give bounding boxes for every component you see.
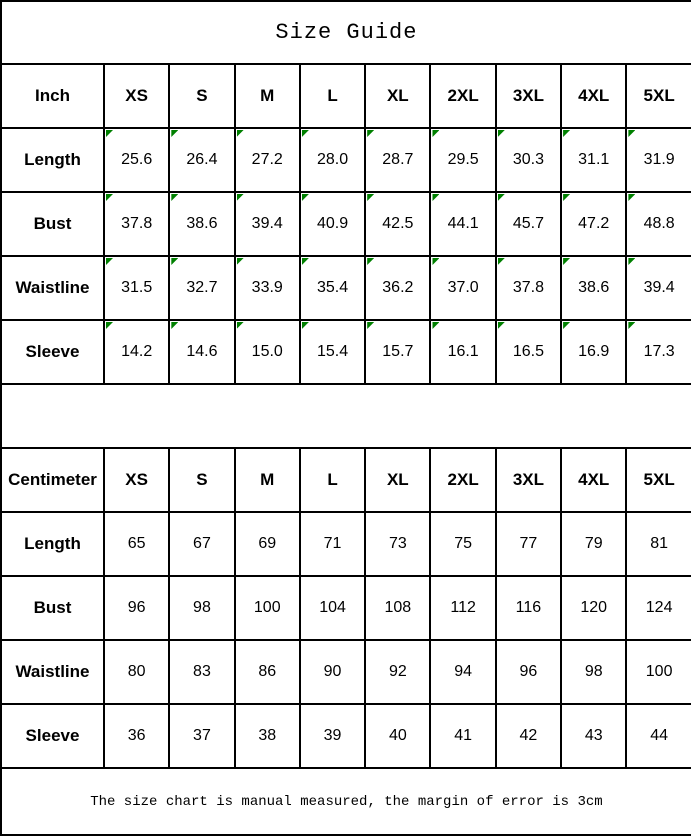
footer-row [1,768,691,835]
comment-marker-icon [498,130,505,137]
measurement-cell [300,192,365,256]
measurement-value: 31.1 [578,151,610,168]
measurement-cell [365,320,430,384]
measurement-cell [104,192,169,256]
size-column-header: XS [104,64,169,128]
measurement-cell [561,128,626,192]
measurement-value: 69 [258,535,277,552]
inch-table-section [1,64,691,384]
measurement-value: 124 [645,599,673,616]
comment-marker-icon [171,322,178,329]
inch_table-header-row [1,64,691,128]
inch_table-data-row [1,192,691,256]
comment-marker-icon [106,130,113,137]
measurement-value: 40 [388,727,407,744]
centimeter-table-section [1,448,691,768]
comment-marker-icon [498,258,505,265]
measurement-value: 39.4 [643,279,675,296]
measurement-value: 16.9 [578,343,610,360]
measurement-cell [365,704,430,768]
measurement-value: 14.2 [121,343,153,360]
measurement-cell [169,512,234,576]
measurement-cell [496,576,561,640]
size-column-header: L [300,448,365,512]
measurement-cell [365,640,430,704]
size-column-header: M [235,448,300,512]
measurement-row-label: Waistline [1,640,104,704]
measurement-value: 112 [450,599,476,616]
measurement-cell [300,512,365,576]
measurement-cell [626,128,691,192]
measurement-value: 29.5 [447,151,479,168]
inch_table-data-row [1,128,691,192]
measurement-cell [169,320,234,384]
measurement-value: 42 [519,727,538,744]
size-column-header: S [169,64,234,128]
measurement-cell [496,128,561,192]
measurement-cell [561,192,626,256]
measurement-value: 36 [127,727,146,744]
measurement-cell [496,640,561,704]
size-column-header: XL [365,64,430,128]
measurement-cell [626,512,691,576]
measurement-cell [235,256,300,320]
measurement-value: 120 [580,599,608,616]
comment-marker-icon [432,322,439,329]
measurement-cell [430,128,495,192]
comment-marker-icon [432,194,439,201]
size-column-header: S [169,448,234,512]
comment-marker-icon [367,130,374,137]
size-column-header: XS [104,448,169,512]
measurement-cell [430,576,495,640]
measurement-value: 38 [258,727,277,744]
comment-marker-icon [237,258,244,265]
measurement-cell [104,704,169,768]
comment-marker-icon [563,194,570,201]
measurement-cell [300,320,365,384]
comment-marker-icon [171,258,178,265]
measurement-value: 16.1 [447,343,479,360]
measurement-cell [235,576,300,640]
measurement-value: 80 [127,663,146,680]
measurement-cell [626,576,691,640]
comment-marker-icon [106,258,113,265]
measurement-row-label: Bust [1,576,104,640]
size-column-header: 5XL [626,448,691,512]
comment-marker-icon [498,194,505,201]
measurement-value: 48.8 [643,215,675,232]
measurement-value: 104 [319,599,346,616]
measurement-value: 71 [323,535,342,552]
measurement-cell [365,128,430,192]
measurement-value: 79 [584,535,603,552]
measurement-cell [104,320,169,384]
measurement-cell [169,576,234,640]
measurement-value: 25.6 [121,151,153,168]
measurement-cell [300,128,365,192]
measurement-cell [365,576,430,640]
measurement-value: 92 [388,663,407,680]
measurement-value: 73 [388,535,407,552]
inch_table-unit-label: Inch [1,64,104,128]
measurement-value: 67 [193,535,211,552]
measurement-cell [235,704,300,768]
comment-marker-icon [367,194,374,201]
comment-marker-icon [628,322,635,329]
measurement-value: 40.9 [316,215,349,232]
measurement-value: 39.4 [251,215,283,232]
measurement-cell [430,640,495,704]
size-column-header: 4XL [561,64,626,128]
comment-marker-icon [498,322,505,329]
measurement-cell [235,512,300,576]
measurement-cell [496,256,561,320]
page-title: Size Guide [1,1,691,64]
measurement-cell [561,256,626,320]
measurement-value: 116 [515,599,542,616]
measurement-cell [365,256,430,320]
measurement-value: 44 [650,727,669,744]
measurement-cell [169,128,234,192]
comment-marker-icon [302,258,309,265]
measurement-cell [104,576,169,640]
measurement-value: 83 [193,663,211,680]
measurement-value: 47.2 [578,215,610,232]
measurement-cell [430,192,495,256]
measurement-cell [300,256,365,320]
measurement-cell [300,640,365,704]
measurement-cell [104,512,169,576]
measurement-value: 100 [645,663,673,680]
measurement-cell [169,192,234,256]
measurement-value: 90 [323,663,342,680]
measurement-value: 38.6 [186,215,218,232]
measurement-cell [430,320,495,384]
measurement-cell [496,512,561,576]
comment-marker-icon [171,130,178,137]
measurement-value: 65 [127,535,146,552]
measurement-cell [496,320,561,384]
measurement-value: 100 [253,599,281,616]
measurement-cell [169,256,234,320]
size-column-header: 3XL [496,448,561,512]
measurement-value: 15.0 [251,343,283,360]
measurement-value: 17.3 [643,343,675,360]
comment-marker-icon [367,322,374,329]
measurement-value: 15.4 [316,343,349,360]
comment-marker-icon [302,130,309,137]
size-column-header: XL [365,448,430,512]
comment-marker-icon [106,322,113,329]
measurement-cell [235,128,300,192]
measurement-value: 36.2 [382,279,414,296]
comment-marker-icon [171,194,178,201]
spacer-cell [1,384,691,448]
measurement-cell [626,192,691,256]
comment-marker-icon [432,258,439,265]
measurement-value: 28.7 [382,151,414,168]
measurement-row-label: Length [1,128,104,192]
cm_table-data-row [1,512,691,576]
spacer-row [1,384,691,448]
measurement-value: 81 [650,535,669,552]
measurement-cell [235,320,300,384]
measurement-value: 43 [584,727,603,744]
measurement-value: 37 [193,727,211,744]
measurement-cell [561,320,626,384]
measurement-value: 96 [127,599,146,616]
comment-marker-icon [237,130,244,137]
measurement-value: 94 [454,663,473,680]
measurement-cell [626,640,691,704]
measurement-value: 16.5 [512,343,544,360]
measurement-value: 42.5 [382,215,414,232]
comment-marker-icon [302,322,309,329]
measurement-value: 77 [519,535,538,552]
measurement-value: 35.4 [316,279,349,296]
measurement-value: 98 [193,599,211,616]
measurement-value: 44.1 [447,215,479,232]
measurement-cell [496,704,561,768]
measurement-value: 96 [519,663,538,680]
measurement-row-label: Waistline [1,256,104,320]
comment-marker-icon [563,130,570,137]
comment-marker-icon [563,258,570,265]
measurement-row-label: Bust [1,192,104,256]
measurement-value: 75 [454,535,473,552]
cm_table-data-row [1,576,691,640]
measurement-cell [104,640,169,704]
comment-marker-icon [432,130,439,137]
measurement-cell [626,704,691,768]
measurement-row-label: Sleeve [1,320,104,384]
size-column-header: 2XL [430,448,495,512]
size-column-header: M [235,64,300,128]
measurement-cell [561,640,626,704]
comment-marker-icon [628,258,635,265]
size-column-header: 2XL [430,64,495,128]
size-column-header: L [300,64,365,128]
measurement-cell [430,256,495,320]
measurement-value: 27.2 [251,151,283,168]
measurement-value: 86 [258,663,277,680]
measurement-cell [104,256,169,320]
measurement-value: 37.8 [121,215,153,232]
measurement-value: 28.0 [316,151,349,168]
measurement-cell [365,192,430,256]
comment-marker-icon [563,322,570,329]
measurement-cell [300,576,365,640]
measurement-cell [430,512,495,576]
comment-marker-icon [367,258,374,265]
measurement-cell [561,704,626,768]
measurement-cell [104,128,169,192]
measurement-cell [626,320,691,384]
measurement-value: 31.9 [643,151,675,168]
comment-marker-icon [237,194,244,201]
cm_table-data-row [1,704,691,768]
measurement-cell [561,576,626,640]
cm_table-header-row [1,448,691,512]
measurement-value: 37.8 [512,279,544,296]
measurement-cell [496,192,561,256]
measurement-cell [365,512,430,576]
measurement-cell [235,640,300,704]
measurement-value: 108 [384,599,412,616]
inch_table-data-row [1,320,691,384]
measurement-cell [169,704,234,768]
footer-note: The size chart is manual measured, the margin of error is 3cm [1,768,691,835]
measurement-value: 26.4 [186,151,218,168]
measurement-value: 39 [323,727,342,744]
comment-marker-icon [628,194,635,201]
title-row [1,1,691,64]
measurement-cell [300,704,365,768]
comment-marker-icon [302,194,309,201]
measurement-value: 15.7 [382,343,414,360]
measurement-value: 98 [584,663,603,680]
measurement-row-label: Length [1,512,104,576]
measurement-value: 32.7 [186,279,218,296]
measurement-value: 30.3 [512,151,544,168]
measurement-cell [169,640,234,704]
measurement-cell [561,512,626,576]
measurement-value: 14.6 [186,343,218,360]
measurement-cell [235,192,300,256]
measurement-cell [430,704,495,768]
cm_table-data-row [1,640,691,704]
size-column-header: 5XL [626,64,691,128]
size-column-header: 3XL [496,64,561,128]
size-column-header: 4XL [561,448,626,512]
measurement-cell [626,256,691,320]
measurement-value: 41 [454,727,473,744]
measurement-row-label: Sleeve [1,704,104,768]
comment-marker-icon [237,322,244,329]
inch_table-data-row [1,256,691,320]
comment-marker-icon [106,194,113,201]
cm_table-unit-label: Centimeter [1,448,104,512]
measurement-value: 31.5 [121,279,153,296]
measurement-value: 33.9 [251,279,283,296]
comment-marker-icon [628,130,635,137]
measurement-value: 45.7 [512,215,544,232]
measurement-value: 37.0 [447,279,479,296]
measurement-value: 38.6 [578,279,610,296]
